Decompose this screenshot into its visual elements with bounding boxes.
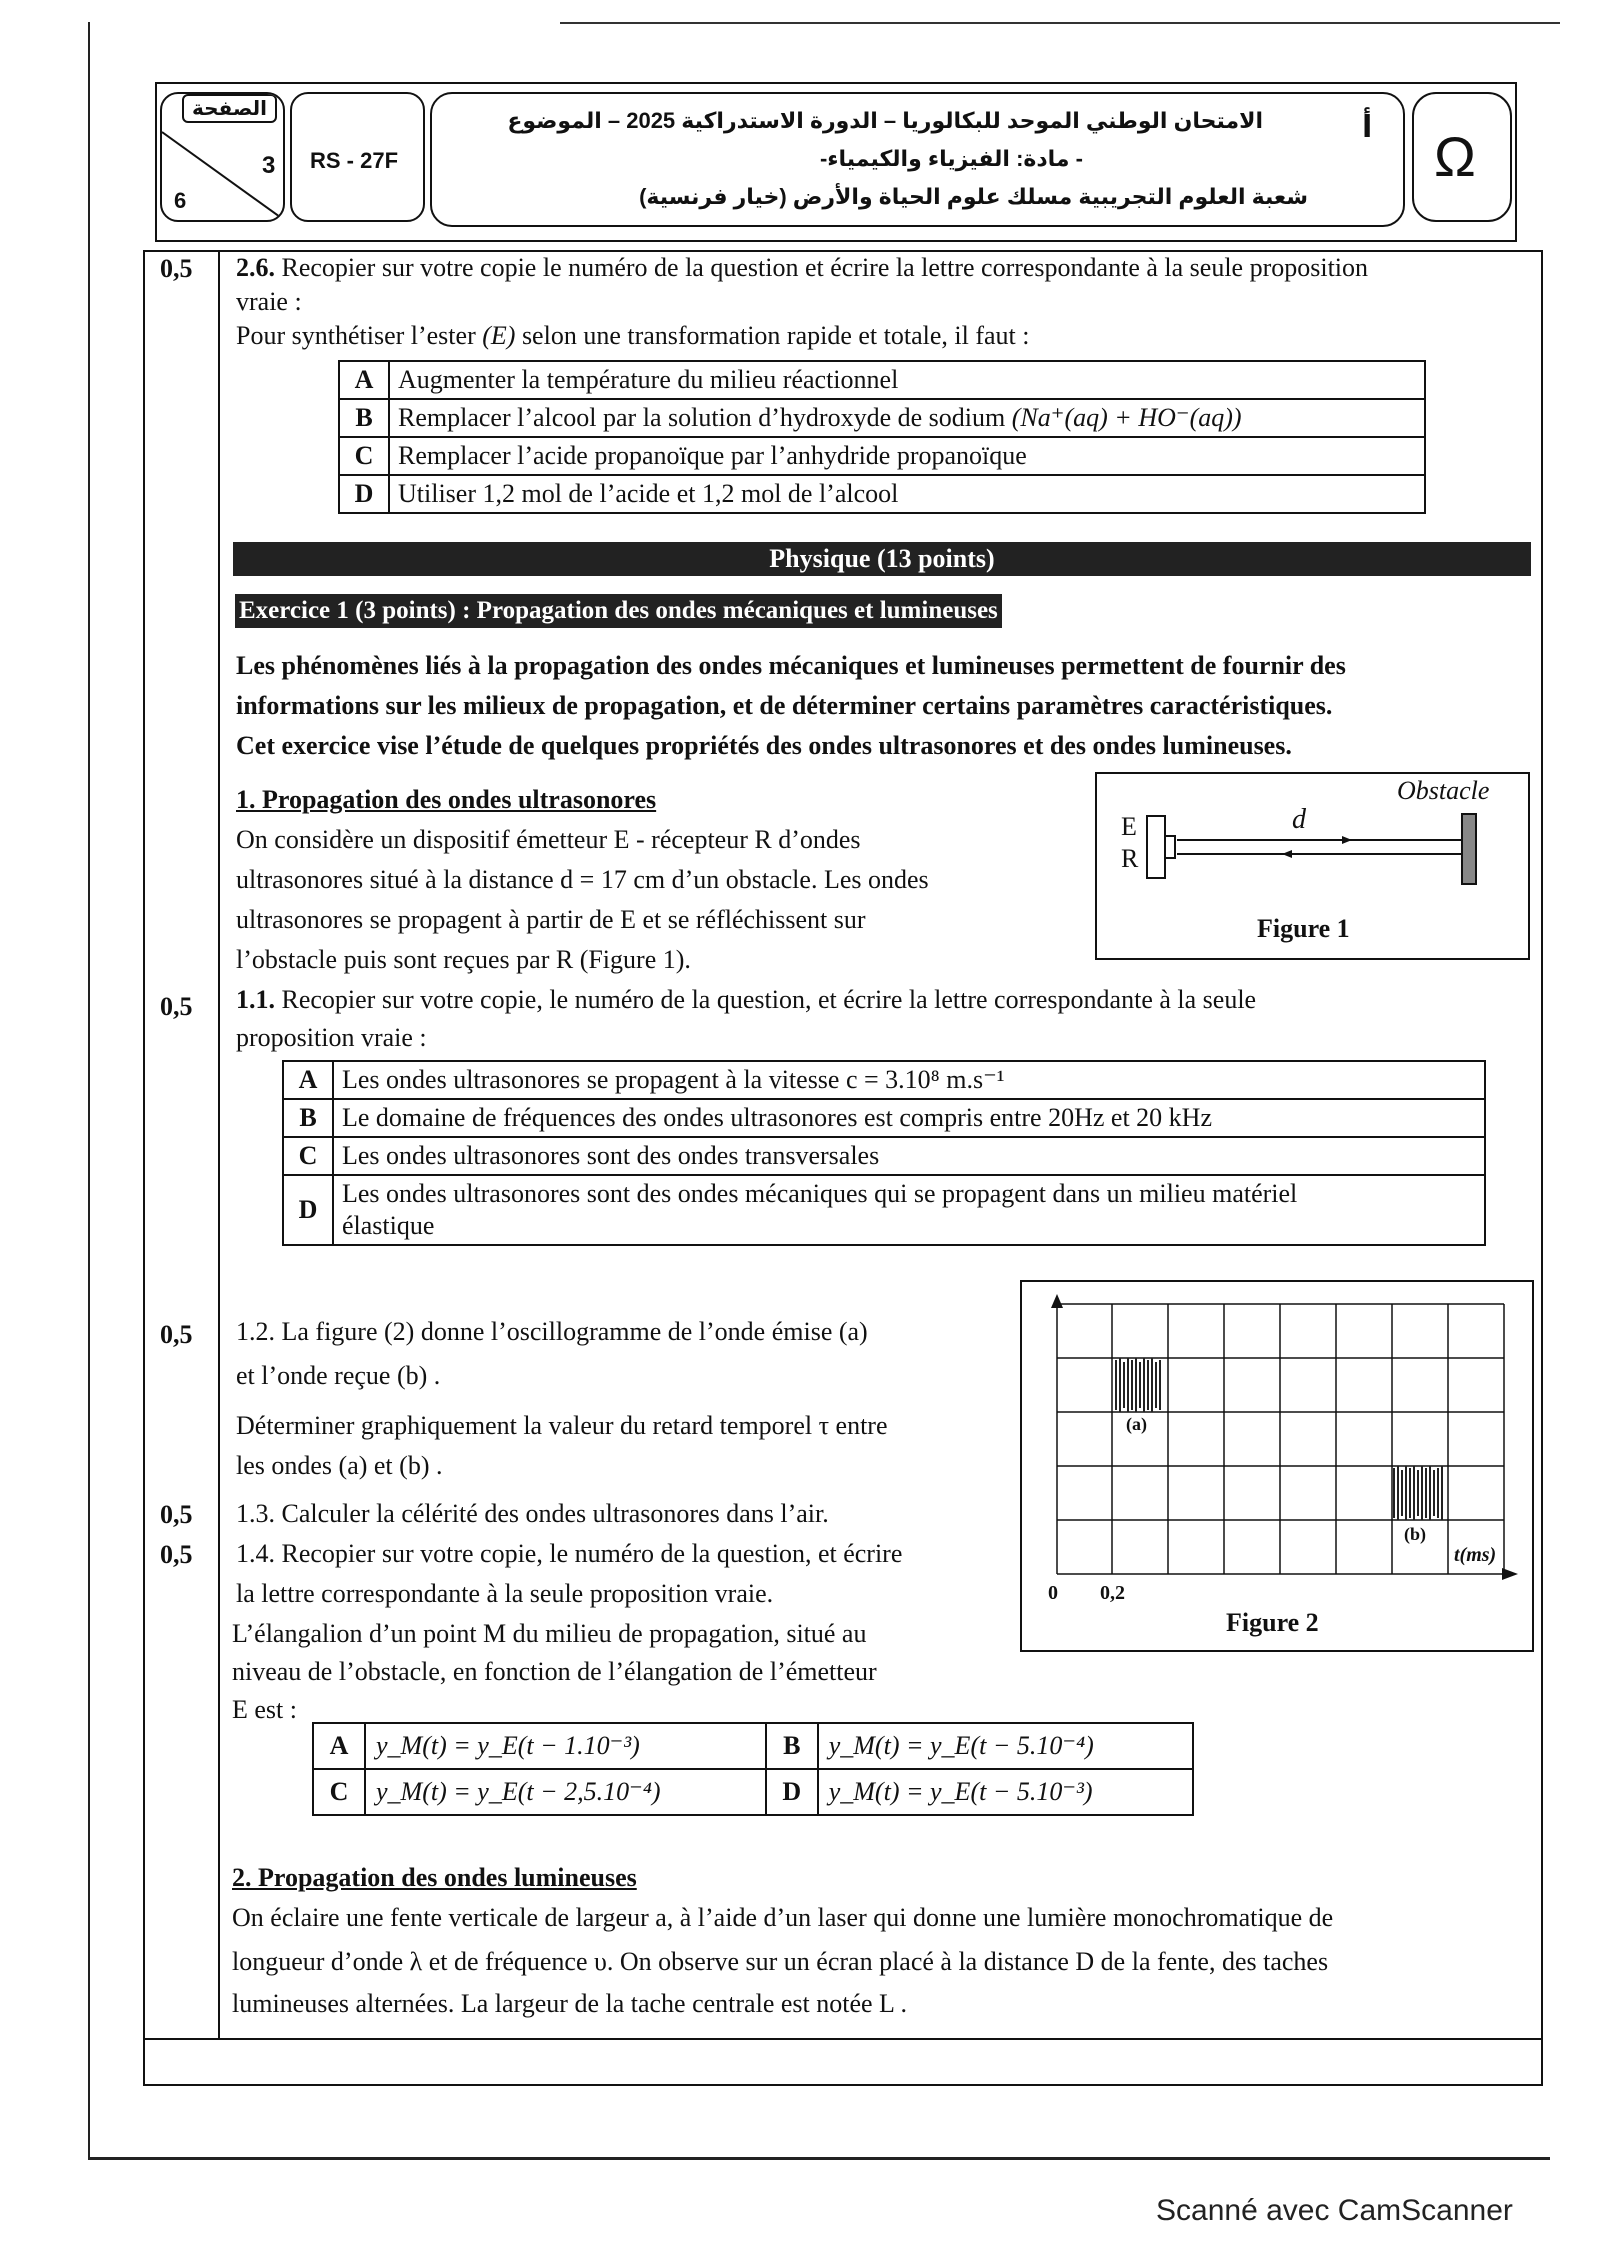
option-letter: B	[339, 399, 389, 437]
part2-line: On éclaire une fente verticale de largeur a, à l’aide d’un laser qui donne une lumière monochromatique de	[232, 1903, 1334, 1932]
q14-option-row	[313, 1769, 1193, 1815]
option-text: y_M(t) = y_E(t − 2,5.10⁻⁴)	[365, 1769, 766, 1815]
q11-option	[283, 1137, 1485, 1175]
option-formula: (Na⁺(aq) + HO⁻(aq))	[1011, 403, 1242, 432]
q26-text: Recopier sur votre copie le numéro de la question et écrire la lettre correspondante à la seule proposition	[281, 253, 1369, 282]
option-text-line: élastique	[342, 1211, 435, 1240]
q26-option	[339, 475, 1425, 513]
q13-text: 1.3. Calculer la célérité des ondes ultrasonores dans l’air.	[236, 1499, 829, 1528]
exam-code: RS - 27F	[310, 148, 399, 173]
obstacle-label: Obstacle	[1397, 776, 1490, 805]
option-letter: A	[283, 1061, 333, 1099]
part2-line: lumineuses alternées. La largeur de la tache centrale est notée L .	[232, 1989, 907, 2018]
part2-title: 2. Propagation des ondes lumineuses	[232, 1863, 637, 1892]
part1-line: On considère un dispositif émetteur E - récepteur R d’ondes	[236, 825, 861, 854]
q26-number: 2.6.	[236, 253, 275, 282]
option-letter: C	[313, 1769, 365, 1815]
q14-line: L’élangalion d’un point M du milieu de propagation, situé au	[232, 1619, 867, 1648]
scanner-watermark: Scanné avec CamScanner	[1156, 2194, 1513, 2227]
q12-line: les ondes (a) et (b) .	[236, 1451, 443, 1480]
exam-title-box	[430, 92, 1405, 227]
q11-text2: proposition vraie :	[236, 1023, 427, 1052]
q12-points: 0,5	[160, 1320, 193, 1349]
option-text-main: Remplacer l’alcool par la solution d’hydroxyde de sodium	[398, 403, 1006, 432]
q13-points: 0,5	[160, 1500, 193, 1529]
q14-line: E est :	[232, 1695, 297, 1724]
exam-subject: - مادة: الفيزياء والكيمياء-	[819, 146, 1083, 171]
intro-line: Cet exercice vise l’étude de quelques propriétés des ondes ultrasonores et des ondes lumineuses.	[236, 731, 1292, 760]
page-number: 3	[262, 152, 276, 179]
q26-option	[339, 437, 1425, 475]
option-text	[389, 399, 1425, 437]
q11-options-table	[282, 1060, 1486, 1246]
part1-line: ultrasonores situé à la distance d = 17 cm d’un obstacle. Les ondes	[236, 865, 929, 894]
option-letter: B	[283, 1099, 333, 1137]
option-letter: D	[283, 1175, 333, 1245]
emitter-label: E	[1121, 812, 1137, 841]
q26-options-table	[338, 360, 1426, 514]
option-text: Utiliser 1,2 mol de l’acide et 1,2 mol de l’alcool	[389, 475, 1425, 513]
wave-a-label: (a)	[1126, 1414, 1147, 1434]
option-text: Remplacer l’acide propanoïque par l’anhydride propanoïque	[389, 437, 1425, 475]
axis-origin: 0	[1048, 1582, 1058, 1604]
option-text: Le domaine de fréquences des ondes ultrasonores est compris entre 20Hz et 20 kHz	[333, 1099, 1485, 1137]
figure-1-caption: Figure 1	[1257, 914, 1350, 943]
logo-box	[1412, 92, 1512, 222]
exam-title: الامتحان الوطني الموحد للبكالوريا – الدورة الاستدراكية 2025 – الموضوع	[507, 108, 1263, 133]
q11-option	[283, 1061, 1485, 1099]
option-text: Les ondes ultrasonores se propagent à la vitesse c = 3.10⁸ m.s⁻¹	[333, 1061, 1485, 1099]
option-text: y_M(t) = y_E(t − 5.10⁻⁴)	[818, 1723, 1193, 1769]
q12-line: 1.2. La figure (2) donne l’oscillogramme de l’onde émise (a)	[236, 1317, 868, 1346]
option-letter: C	[283, 1137, 333, 1175]
q11-points: 0,5	[160, 992, 193, 1021]
wave-b-label: (b)	[1404, 1524, 1426, 1544]
q11-option	[283, 1099, 1485, 1137]
q14-options-table	[312, 1722, 1194, 1816]
q12-line: Déterminer graphiquement la valeur du retard temporel τ entre	[236, 1411, 888, 1440]
header-mark: أ	[1362, 111, 1373, 144]
part1-line: l’obstacle puis sont reçues par R (Figure 1).	[236, 945, 691, 974]
part2-line: longueur d’onde λ et de fréquence υ. On observe sur un écran placé à la distance D de la fente, des taches	[232, 1947, 1329, 1976]
figure-1	[1095, 772, 1530, 960]
q12-line: et l’onde reçue (b) .	[236, 1361, 441, 1390]
q14-points: 0,5	[160, 1540, 193, 1569]
q11-statement	[236, 982, 1256, 1018]
option-text: y_M(t) = y_E(t − 5.10⁻³)	[818, 1769, 1193, 1815]
part1-title: 1. Propagation des ondes ultrasonores	[236, 785, 657, 814]
exam-stream: شعبة العلوم التجريبية مسلك علوم الحياة والأرض (خيار فرنسية)	[639, 184, 1308, 209]
exam-code-box	[290, 92, 425, 222]
option-letter: A	[339, 361, 389, 399]
exercise-title: Exercice 1 (3 points) : Propagation des ondes mécaniques et lumineuses	[235, 594, 1002, 628]
physique-section-title: Physique (13 points)	[233, 542, 1531, 576]
distance-label: d	[1292, 804, 1306, 835]
option-text: Les ondes ultrasonores sont des ondes transversales	[333, 1137, 1485, 1175]
q14-line: la lettre correspondante à la seule proposition vraie.	[236, 1579, 774, 1608]
option-letter: B	[766, 1723, 818, 1769]
figure-2	[1020, 1280, 1534, 1652]
q14-line: niveau de l’obstacle, en fonction de l’élangation de l’émetteur	[232, 1657, 877, 1686]
points-column-rule	[218, 250, 220, 2040]
q26-intro	[236, 318, 1030, 354]
q14-line: 1.4. Recopier sur votre copie, le numéro de la question, et écrire	[236, 1539, 903, 1568]
part1-line: ultrasonores se propagent à partir de E et se réfléchissent sur	[236, 905, 866, 934]
q26-text2: vraie :	[236, 287, 302, 316]
page-total: 6	[174, 188, 187, 213]
receiver-label: R	[1121, 844, 1139, 873]
figure-2-caption: Figure 2	[1226, 1608, 1319, 1637]
axis-tick: 0,2	[1100, 1582, 1125, 1604]
q26-intro-b: selon une transformation rapide et totale, il faut :	[521, 321, 1030, 350]
option-text: y_M(t) = y_E(t − 1.10⁻³)	[365, 1723, 766, 1769]
intro-line: informations sur les milieux de propagation, et de déterminer certains paramètres caractéristiques.	[236, 691, 1333, 720]
option-text	[333, 1175, 1485, 1245]
question-frame-footer	[143, 2040, 1543, 2086]
q11-option	[283, 1175, 1485, 1245]
omega-logo-icon: Ω	[1434, 125, 1476, 188]
option-letter: A	[313, 1723, 365, 1769]
option-letter: D	[339, 475, 389, 513]
q26-intro-ester: (E)	[482, 321, 516, 350]
option-text: Augmenter la température du milieu réactionnel	[389, 361, 1425, 399]
q26-statement	[236, 250, 1536, 286]
page-label: الصفحة	[182, 94, 277, 123]
axis-label: t(ms)	[1454, 1544, 1497, 1566]
option-letter: C	[339, 437, 389, 475]
q26-points: 0,5	[160, 254, 193, 283]
q14-option-row	[313, 1723, 1193, 1769]
q11-number: 1.1.	[236, 985, 275, 1014]
intro-line: Les phénomènes liés à la propagation des ondes mécaniques et lumineuses permettent de fournir des	[236, 651, 1346, 680]
q11-text: Recopier sur votre copie, le numéro de la question, et écrire la lettre correspondante à la seule	[281, 985, 1257, 1014]
page-number-box	[160, 92, 285, 222]
q26-option	[339, 399, 1425, 437]
q26-intro-a: Pour synthétiser l’ester	[236, 321, 476, 350]
q26-option	[339, 361, 1425, 399]
option-letter: D	[766, 1769, 818, 1815]
option-text-line: Les ondes ultrasonores sont des ondes mécaniques qui se propagent dans un milieu matériel	[342, 1179, 1298, 1208]
